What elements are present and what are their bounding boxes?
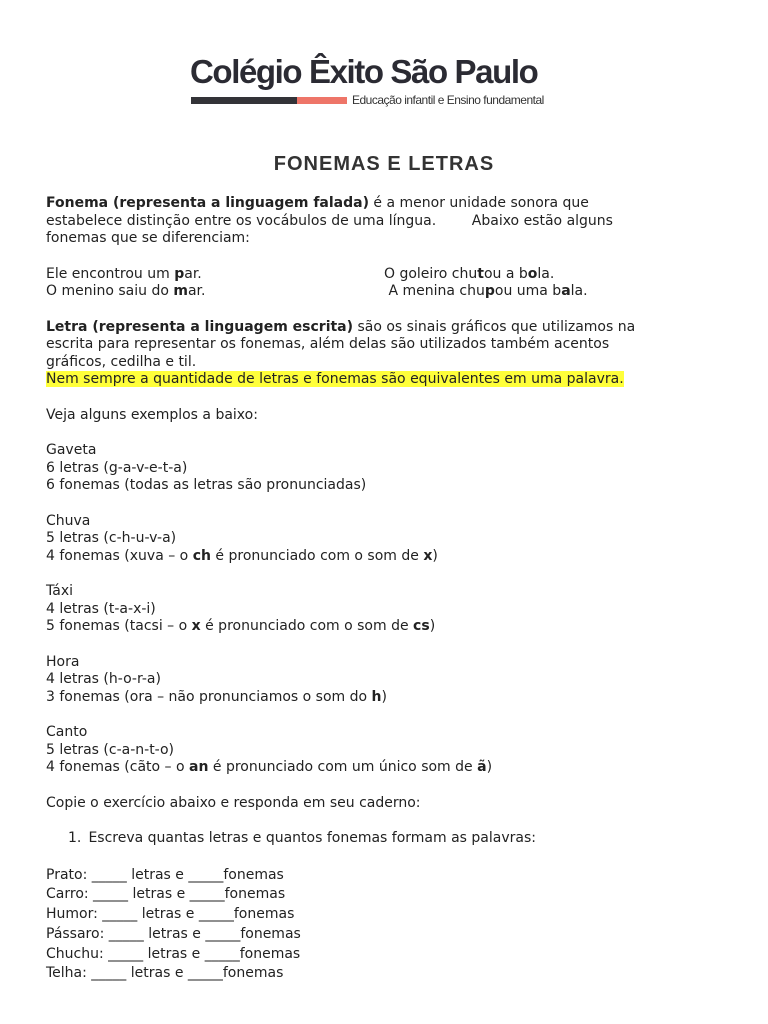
pair-row: O menino saiu do mar. A menina chupou uma bala.	[46, 283, 588, 299]
example-block: Gaveta 6 letras (g-a-v-e-t-a) 6 fonemas (todas as letras são pronunciadas)	[46, 442, 367, 493]
letra-definition: Letra (representa a linguagem escrita) são os sinais gráficos que utilizamos na escrita para representar os fonemas, além delas são utilizados também acentos gráficos, cedilha e til. Nem sempre a quantidade de letras e fonemas são equivalentes em uma palavra.	[46, 318, 636, 387]
school-logo-title: Colégio Êxito São Paulo	[190, 53, 538, 90]
logo-bar-red	[297, 97, 347, 104]
pair-row: Ele encontrou um par. O goleiro chutou a bola.	[46, 265, 555, 282]
answer-row: Carro: _____ letras e _____fonemas	[46, 886, 286, 903]
answer-row: Pássaro: _____ letras e _____fonemas	[46, 925, 301, 942]
fonema-pairs	[46, 266, 726, 301]
document-body	[46, 195, 726, 984]
exercise-answer-list	[46, 866, 726, 985]
answer-row: Prato: _____ letras e _____fonemas	[46, 866, 284, 883]
exercise-question: 1. Escreva quantas letras e quantos fonemas formam as palavras:	[68, 830, 536, 846]
examples-intro: Veja alguns exemplos a baixo:	[46, 406, 258, 423]
example-block: Canto 5 letras (c-a-n-t-o) 4 fonemas (cãto – o an é pronunciado com um único som de ã)	[46, 724, 493, 775]
answer-row: Chuchu: _____ letras e _____fonemas	[46, 945, 301, 962]
logo-bar-dark	[191, 97, 297, 104]
example-block: Táxi 4 letras (t-a-x-i) 5 fonemas (tacsi – o x é pronunciado com o som de cs)	[46, 583, 436, 634]
example-block: Chuva 5 letras (c-h-u-v-a) 4 fonemas (xuva – o ch é pronunciado com o som de x)	[46, 512, 438, 564]
document-title: FONEMAS E LETRAS	[273, 153, 495, 175]
highlighted-note: Nem sempre a quantidade de letras e fonemas são equivalentes em uma palavra.	[46, 371, 624, 387]
answer-row: Telha: _____ letras e _____fonemas	[46, 965, 284, 982]
school-logo-subtitle: Educação infantil e Ensino fundamental	[352, 93, 544, 107]
letra-term: Letra (representa a linguagem escrita)	[46, 318, 354, 335]
fonema-def-line-1: é a menor unidade sonora que	[368, 195, 589, 211]
fonema-def-line-3: fonemas que se diferenciam:	[46, 230, 250, 246]
fonema-def-line-2: estabelece distinção entre os vocábulos de uma língua. Abaixo estão alguns	[46, 212, 613, 229]
exercise-instruction: Copie o exercício abaixo e responda em seu caderno:	[46, 794, 421, 811]
fonema-term: Fonema (representa a linguagem falada)	[46, 195, 369, 211]
example-block: Hora 4 letras (h-o-r-a) 3 fonemas (ora – não pronunciamos o som do h)	[46, 653, 387, 705]
answer-row: Humor: _____ letras e _____fonemas	[46, 906, 295, 923]
fonema-definition	[46, 195, 726, 248]
